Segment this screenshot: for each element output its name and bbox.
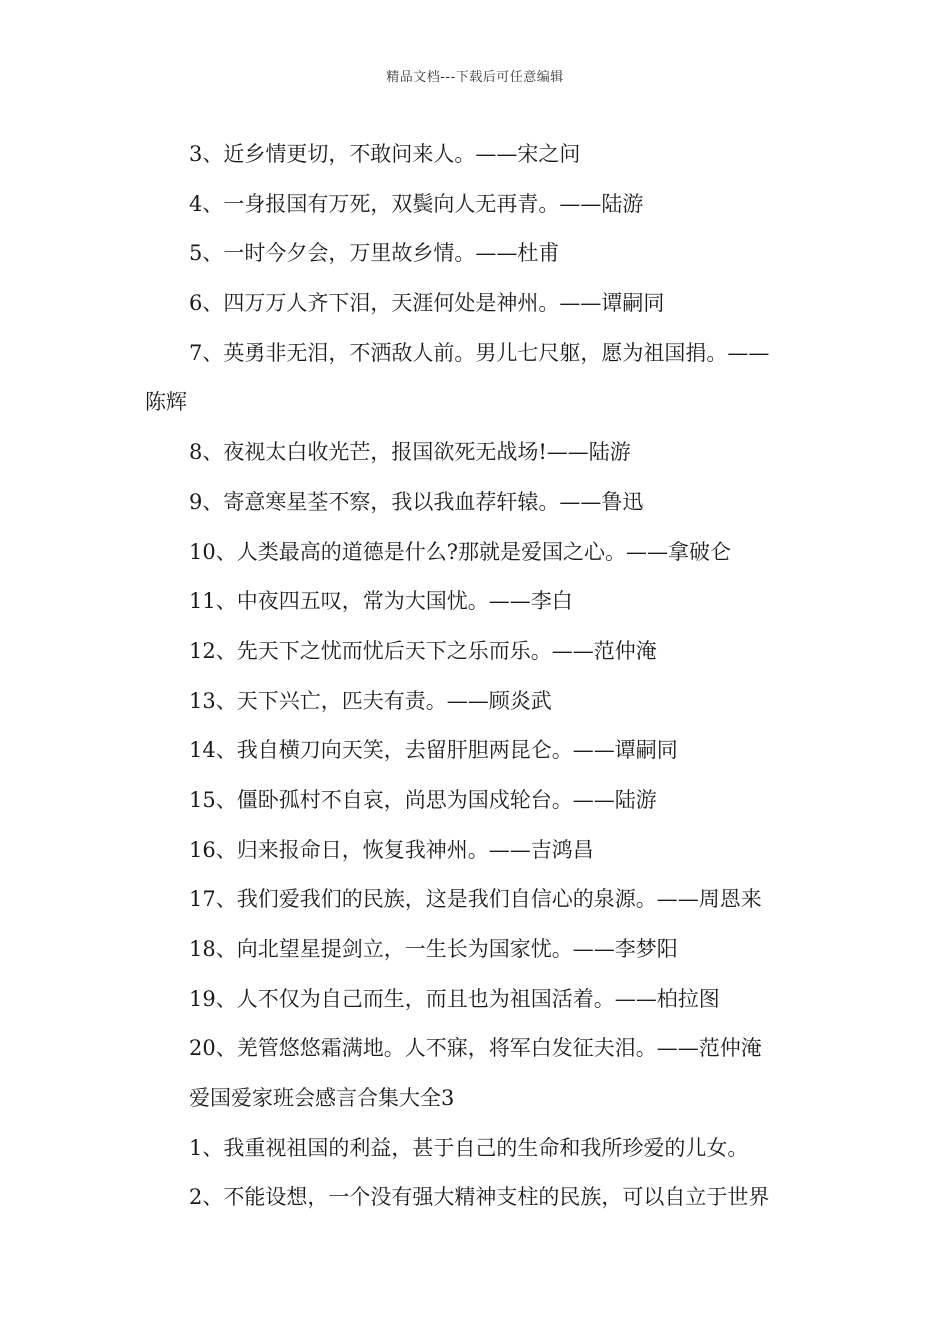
quote-line: 15、僵卧孤村不自哀，尚思为国戍轮台。——陆游 [189,787,657,812]
quote-line: 20、羌管悠悠霜满地。人不寐，将军白发征夫泪。——范仲淹 [189,1036,762,1061]
quote-line: 10、人类最高的道德是什么?那就是爱国之心。——拿破仑 [189,539,731,564]
quote-line: 5、一时今夕会，万里故乡情。——杜甫 [189,241,560,266]
quote-line: 1、我重视祖国的利益，甚于自己的生命和我所珍爱的儿女。 [189,1135,749,1160]
quote-line: 8、夜视太白收光芒，报国欲死无战场!——陆游 [189,440,631,465]
page-header: 精品文档---下载后可任意编辑 [386,70,564,85]
quote-line-continuation: 陈辉 [145,390,187,415]
quote-line: 4、一身报国有万死，双鬓向人无再青。——陆游 [189,191,644,216]
quote-line: 19、人不仅为自己而生，而且也为祖国活着。——柏拉图 [189,986,720,1011]
quote-line: 7、英勇非无泪，不洒敌人前。男儿七尺躯，愿为祖国捐。—— [189,340,770,365]
quote-line: 6、四万万人齐下泪，天涯何处是神州。——谭嗣同 [189,291,665,316]
section-heading: 爱国爱家班会感言合集大全3 [189,1086,455,1111]
quote-line: 11、中夜四五叹，常为大国忧。——李白 [189,589,573,614]
quote-line: 2、不能设想，一个没有强大精神支柱的民族，可以自立于世界 [189,1185,770,1210]
quote-line: 17、我们爱我们的民族，这是我们自信心的泉源。——周恩来 [189,887,762,912]
document-body [145,130,810,1223]
quote-line: 9、寄意寒星荃不察，我以我血荐轩辕。——鲁迅 [189,489,644,514]
quote-line: 18、向北望星提剑立，一生长为国家忧。——李梦阳 [189,937,678,961]
quote-line: 14、我自横刀向天笑，去留肝胆两昆仑。——谭嗣同 [189,738,678,763]
quote-line: 3、近乡情更切，不敢问来人。——宋之问 [189,142,581,166]
quote-line: 16、归来报命日，恢复我神州。——吉鸿昌 [189,837,594,862]
quote-line: 13、天下兴亡，匹夫有责。——顾炎武 [189,688,552,713]
quote-line: 12、先天下之忧而忧后天下之乐而乐。——范仲淹 [189,638,657,663]
